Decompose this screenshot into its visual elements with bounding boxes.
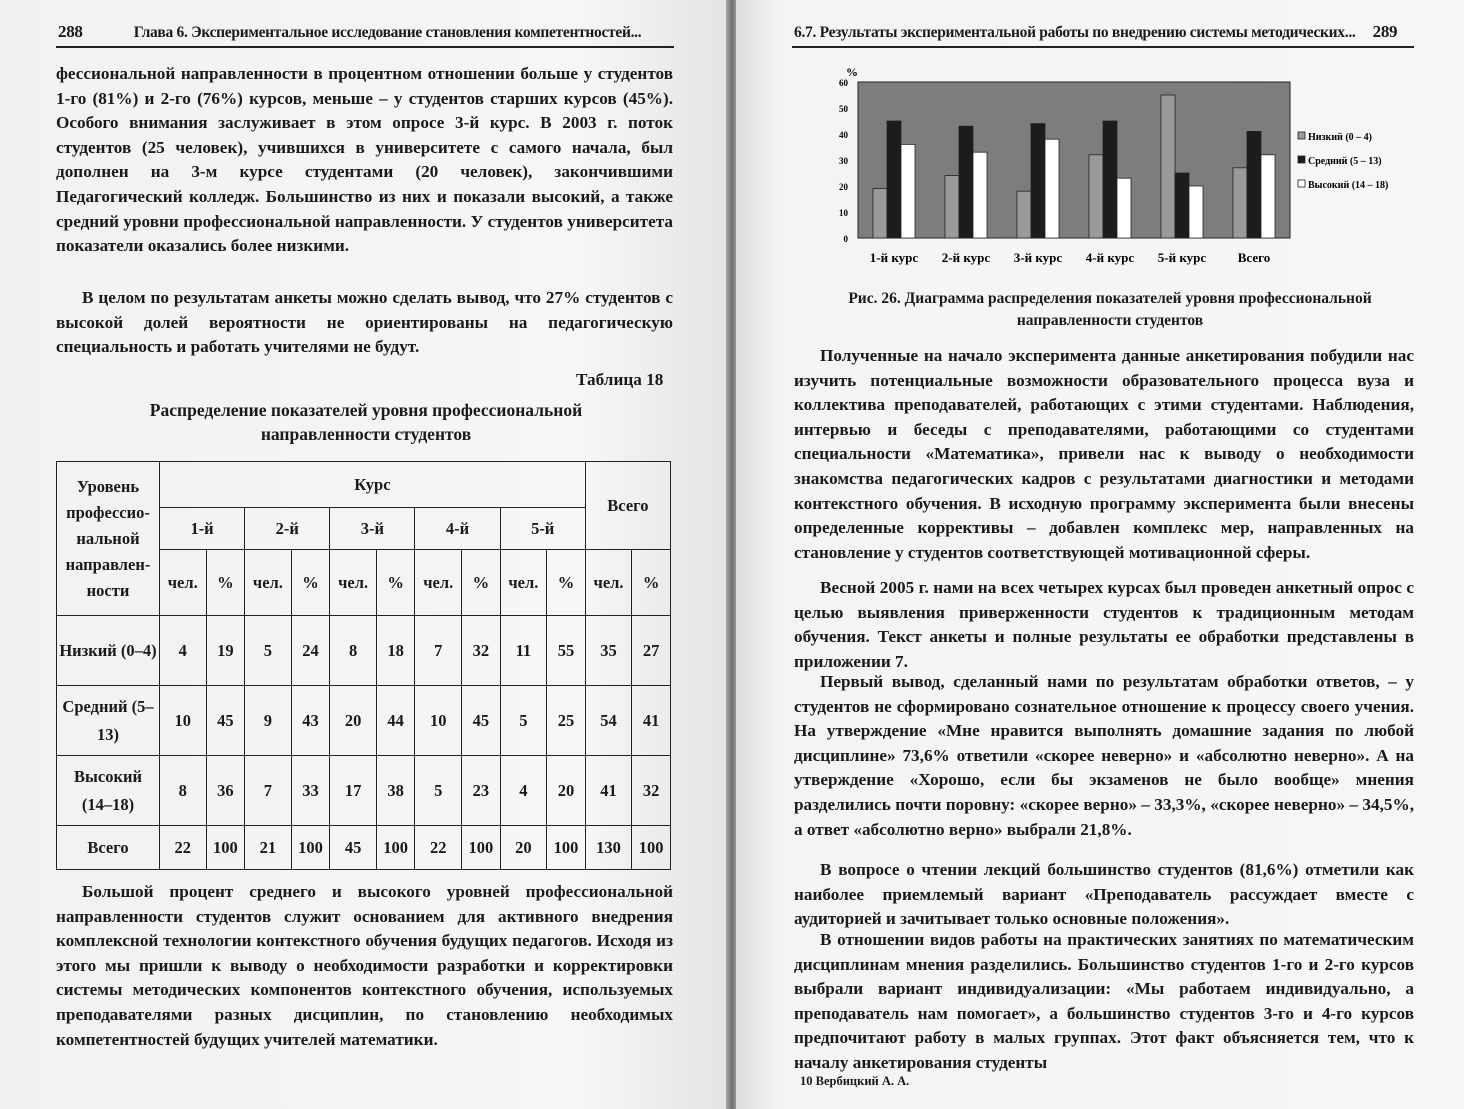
table-row: [57, 686, 671, 756]
table-cell: 19: [206, 616, 245, 686]
chart-y-tick-label: 50: [839, 104, 848, 114]
table-cell: 100: [206, 826, 245, 870]
right-running-title: 6.7. Результаты экспериментальной работы по внедрению системы методических...: [794, 24, 1356, 41]
table-unit-percent: %: [462, 550, 501, 616]
right-running-head: [794, 22, 1397, 42]
table-cell: 38: [376, 756, 415, 826]
left-para-1: фессиональной направленности в процентном отношении больше у студентов 1-го (81%) и 2-го (76%) курсов, меньше – у студентов старших курсов (45%). Особого внимания заслуживает в этом опросе 3-й курс. В 2003 г. поток студентов (25 человек), учившихся в университете с самого начала, был дополнен на 3-м курсе студентами (20 человек), закончившими Педагогический колледж. Большинство из них и показали высокий, а также средний уровни профессиональной направленности. У студентов университета показатели оказались более низкими.: [56, 64, 673, 256]
chart-legend-swatch: [1298, 132, 1305, 139]
chart-bar: [945, 176, 959, 238]
chart-bar: [1117, 178, 1131, 238]
table-cell: 18: [376, 616, 415, 686]
chart-y-tick-label: 40: [839, 130, 848, 140]
table-cell: 23: [462, 756, 501, 826]
table-cell: 11: [500, 616, 547, 686]
table-unit-percent: %: [632, 550, 671, 616]
table-cell: 45: [462, 686, 501, 756]
table-unit-count: чел.: [330, 550, 377, 616]
table-cell: 8: [330, 616, 377, 686]
table-cell: 24: [291, 616, 330, 686]
chart-legend-swatch: [1298, 156, 1305, 163]
table-cell: 21: [245, 826, 292, 870]
chart-x-tick-label: 3-й курс: [1013, 250, 1063, 265]
chart-bar: [1045, 139, 1059, 238]
table-cell: 7: [415, 616, 462, 686]
chart-bar: [1261, 155, 1275, 238]
table-cell: 5: [415, 756, 462, 826]
table-row-level: Высокий (14–18): [57, 756, 160, 826]
table-cell: 10: [160, 686, 207, 756]
chart-bar: [1189, 186, 1203, 238]
chart-plot-area: [858, 82, 1290, 238]
table-row-level: Средний (5–13): [57, 686, 160, 756]
table-cell: 100: [291, 826, 330, 870]
table-unit-percent: %: [376, 550, 415, 616]
table-cell: 20: [500, 826, 547, 870]
table-course-col-5: 5-й: [500, 508, 585, 550]
chart-legend-swatch: [1298, 180, 1305, 187]
chart-y-tick-label: 0: [843, 234, 848, 244]
chart-x-tick-label: 1-й курс: [869, 250, 919, 265]
left-header-rule: [56, 46, 674, 48]
left-running-head: [58, 22, 641, 42]
figure-caption-text: Диаграмма распределения показателей уровня профессиональной направленности студентов: [904, 290, 1372, 329]
table-row-level: Низкий (0–4): [57, 616, 160, 686]
table-unit-percent: %: [291, 550, 330, 616]
chart-bar: [1017, 191, 1031, 238]
chart-y-tick-label: 60: [839, 78, 848, 88]
table-cell: 22: [160, 826, 207, 870]
table-unit-count: чел.: [245, 550, 292, 616]
table-course-col-2: 2-й: [245, 508, 330, 550]
table-cell: 43: [291, 686, 330, 756]
chart-bar: [1233, 168, 1247, 238]
chart-bar: [1247, 131, 1261, 238]
table-header-course: Курс: [160, 462, 586, 508]
left-para-2: В целом по результатам анкеты можно сделать вывод, что 27% студентов с высокой долей вероятности не ориентированы на педагогическую специальность и работать учителями не будут.: [56, 288, 673, 357]
table-cell: 100: [547, 826, 586, 870]
table-label: Таблица 18: [576, 370, 664, 389]
table-cell: 4: [500, 756, 547, 826]
table-cell: 45: [330, 826, 377, 870]
table-cell: 20: [547, 756, 586, 826]
table-header-total: Всего: [585, 462, 670, 550]
table-course-col-4: 4-й: [415, 508, 500, 550]
right-para-3: Первый вывод, сделанный нами по результатам обработки ответов, – у студентов не сформировано сознательное отношение к процессу своего учения. На утверждение «Мне нравится выполнять домашние задания по любой дисциплине» 73,6% ответили «скорее неверно» и «абсолютно неверно». А на утверждение «Хорошо, если бы экзаменов не было вообще» мнения разделились почти поровну: «скорее верно» – 33,3%, «скорее неверно» – 34,5%, а ответ «абсолютно верно» выбрали 21,8%.: [794, 672, 1414, 839]
table-unit-count: чел.: [500, 550, 547, 616]
table-cell: 35: [585, 616, 632, 686]
footer-signature: 10 Вербицкий А. А.: [800, 1074, 910, 1088]
distribution-table: [56, 461, 671, 870]
chart-x-tick-label: 5-й курс: [1157, 250, 1207, 265]
chart-x-tick-label: 4-й курс: [1085, 250, 1135, 265]
table-cell: 4: [160, 616, 207, 686]
table-unit-count: чел.: [415, 550, 462, 616]
chart-bar: [873, 189, 887, 238]
table-row: [57, 756, 671, 826]
table-unit-percent: %: [206, 550, 245, 616]
chart-bar: [901, 144, 915, 238]
chart-bar: [1161, 95, 1175, 238]
right-header-rule: [792, 46, 1414, 48]
chart-legend-label: Высокий (14 – 18): [1308, 180, 1389, 191]
table-cell: 25: [547, 686, 586, 756]
table-cell: 9: [245, 686, 292, 756]
table-cell: 10: [415, 686, 462, 756]
table-course-col-3: 3-й: [330, 508, 415, 550]
right-para-2: Весной 2005 г. нами на всех четырех курсах был проведен анкетный опрос с целью выявления приверженности студентов к традиционным методам обучения. Текст анкеты и полные результаты ее обработки представлены в приложении 7.: [794, 578, 1414, 671]
chart-y-tick-label: 30: [839, 156, 848, 166]
table-cell: 5: [500, 686, 547, 756]
table-cell: 130: [585, 826, 632, 870]
table-cell: 8: [160, 756, 207, 826]
chart-bar: [1089, 155, 1103, 238]
chart-bar: [1103, 121, 1117, 238]
chart-x-tick-label: Всего: [1237, 250, 1271, 265]
table-row-level: Всего: [57, 826, 160, 870]
left-page-number: 288: [58, 22, 83, 41]
table-header-level: Уровень профессио-нальной направлен-ности: [57, 462, 160, 616]
table-cell: 32: [632, 756, 671, 826]
left-para-3: Большой процент среднего и высокого уровней профессиональной направленности студентов служит основанием для активного внедрения комплексной технологии контекстного обучения будущих педагогов. Исходя из этого мы пришли к выводу о необходимости разработки и корректировки системы методических компонентов контекстного обучения, используемых преподавателями разных дисциплин, по становлению необходимых компетентностей будущих учителей математики.: [56, 882, 673, 1049]
table-cell: 100: [632, 826, 671, 870]
table-unit-count: чел.: [585, 550, 632, 616]
table-cell: 41: [632, 686, 671, 756]
table-title: Распределение показателей уровня профессиональной направленности студентов: [149, 400, 583, 444]
table-cell: 20: [330, 686, 377, 756]
chart-y-tick-label: 20: [839, 182, 848, 192]
table-cell: 27: [632, 616, 671, 686]
chart-y-axis-label: %: [846, 65, 858, 79]
level-distribution-chart: [800, 60, 1420, 275]
table-cell: 7: [245, 756, 292, 826]
chart-y-tick-label: 10: [839, 208, 848, 218]
right-para-1: Полученные на начало эксперимента данные анкетирования побудили нас изучить потенциальные возможности образовательного процесса вуза и коллектива преподавателей, работающих с этими студентами. Наблюдения, интервью и беседы с преподавателями, работающими со студентами специальности «Математика», привели нас к выводу о необходимости знакомства педагогических кадров с результатами диагностики и методами контекстного обучения. В исходную программу эксперимента были внесены определенные коррективы – добавлен комплекс мер, направленных на становление у студентов соответствующей мотивационной сферы.: [794, 346, 1414, 562]
chart-bar: [959, 126, 973, 238]
table-cell: 100: [376, 826, 415, 870]
chart-bar: [887, 121, 901, 238]
left-page: [0, 0, 728, 1109]
table-unit-count: чел.: [160, 550, 207, 616]
table-cell: 45: [206, 686, 245, 756]
table-row: [57, 616, 671, 686]
right-para-4: В вопросе о чтении лекций большинство студентов (81,6%) отметили как наиболее приемлемый вариант «Преподаватель рассуждает вместе с аудиторией и зачитывает только основные положения».: [794, 860, 1414, 929]
table-cell: 5: [245, 616, 292, 686]
table-cell: 22: [415, 826, 462, 870]
table-cell: 33: [291, 756, 330, 826]
table-cell: 44: [376, 686, 415, 756]
table-cell: 41: [585, 756, 632, 826]
left-running-title: Глава 6. Экспериментальное исследование становления компетентностей...: [133, 24, 642, 41]
right-page-number: 289: [1372, 22, 1398, 41]
table-row: [57, 826, 671, 870]
chart-legend-label: Средний (5 – 13): [1308, 156, 1382, 167]
chart-bar: [1031, 124, 1045, 238]
table-cell: 55: [547, 616, 586, 686]
table-cell: 100: [462, 826, 501, 870]
table-cell: 54: [585, 686, 632, 756]
table-course-col-1: 1-й: [160, 508, 245, 550]
figure-caption: [820, 288, 1400, 332]
chart-x-tick-label: 2-й курс: [941, 250, 991, 265]
chart-legend-label: Низкий (0 – 4): [1308, 132, 1373, 143]
table-unit-percent: %: [547, 550, 586, 616]
right-para-5: В отношении видов работы на практических занятиях по математическим дисциплинам мнения разделились. Большинство студентов 1-го и 2-го курсов выбрали вариант индивидуализации: «Мы работаем индивидуально, а преподаватель нам помогает», а большинство студентов 3-го и 4-го курсов предпочитают работу в малых группах. Этот факт объясняется тем, что к началу анкетирования студенты: [794, 930, 1414, 1072]
table-cell: 36: [206, 756, 245, 826]
table-cell: 32: [462, 616, 501, 686]
chart-bar: [973, 152, 987, 238]
figure-caption-label: Рис. 26.: [848, 290, 901, 307]
chart-bar: [1175, 173, 1189, 238]
table-cell: 17: [330, 756, 377, 826]
